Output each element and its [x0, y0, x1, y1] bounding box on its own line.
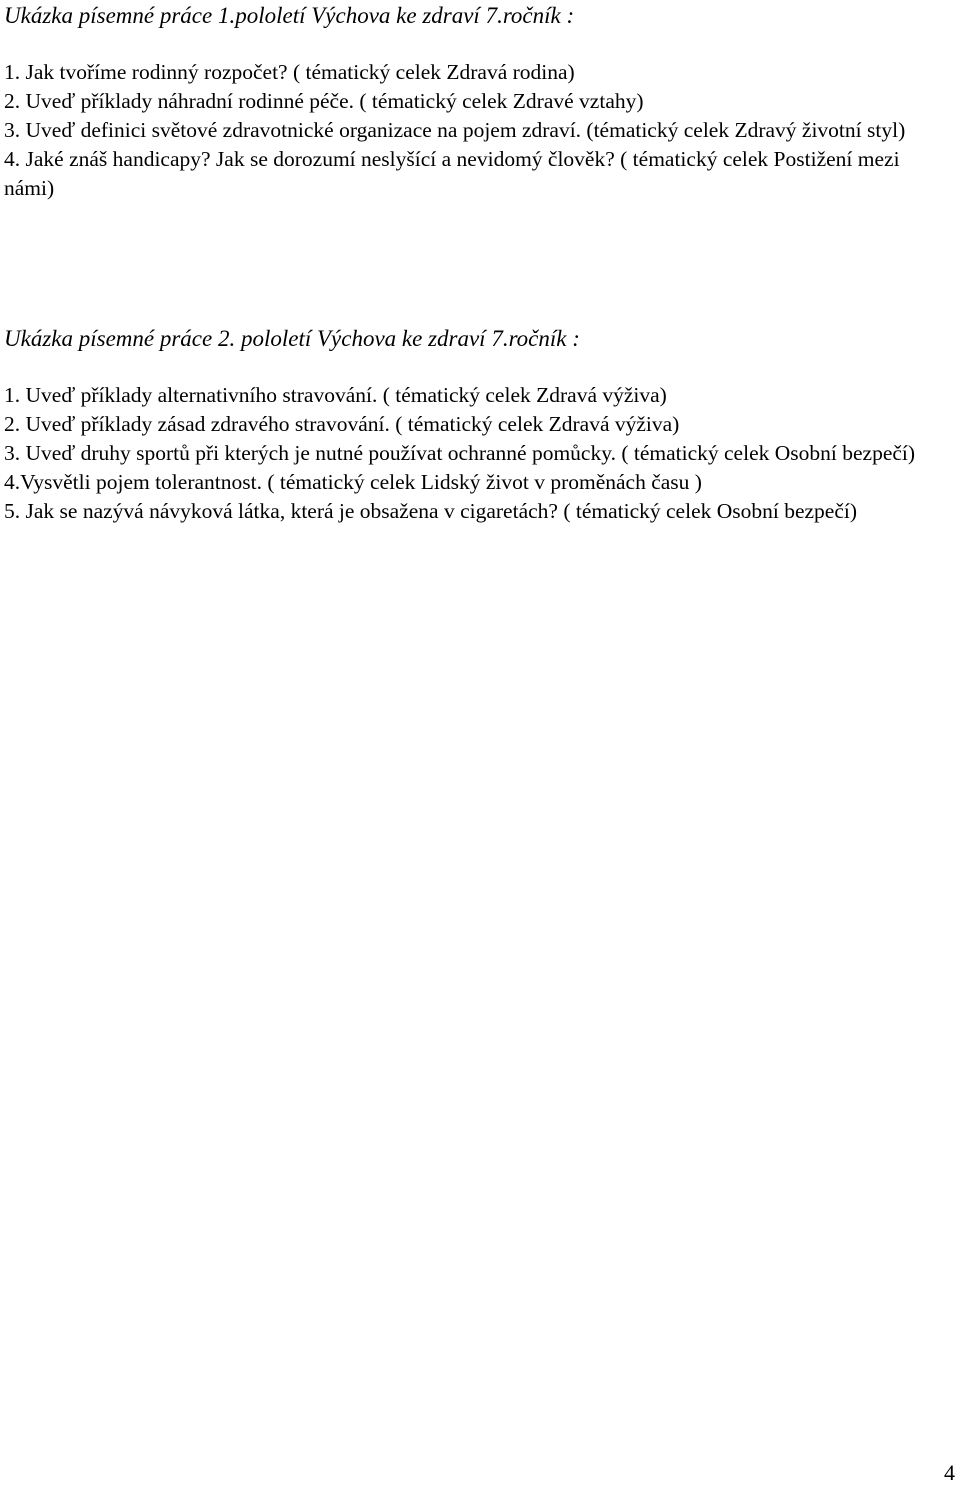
section-first-semester: [4, 1, 954, 203]
question-item: 2. Uveď příklady náhradní rodinné péče. ( tématický celek Zdravé vztahy): [4, 89, 644, 113]
question-list: [4, 58, 954, 203]
question-item: 1. Uveď příklady alternativního stravování. ( tématický celek Zdravá výživa): [4, 383, 667, 407]
section-heading: Ukázka písemné práce 2. pololetí Výchova ke zdraví 7.ročník :: [4, 326, 580, 351]
question-list: [4, 381, 954, 526]
question-item: 5. Jak se nazývá návyková látka, která je obsažena v cigaretách? ( tématický celek Osobní bezpečí): [4, 499, 858, 523]
question-item: 1. Jak tvoříme rodinný rozpočet? ( tématický celek Zdravá rodina): [4, 60, 575, 84]
question-item: 2. Uveď příklady zásad zdravého stravování. ( tématický celek Zdravá výživa): [4, 412, 680, 436]
section-heading: Ukázka písemné práce 1.pololetí Výchova ke zdraví 7.ročník :: [4, 3, 575, 28]
section-second-semester: [4, 324, 954, 526]
question-item: 4. Jaké znáš handicapy? Jak se dorozumí neslyšící a nevidomý člověk? ( tématický celek Postižení mezi námi): [4, 147, 900, 200]
question-item: 3. Uveď druhy sportů při kterých je nutné používat ochranné pomůcky. ( tématický celek Osobní bezpečí): [4, 441, 916, 465]
page-number: 4: [944, 1460, 955, 1485]
question-item: 3. Uveď definici světové zdravotnické organizace na pojem zdraví. (tématický celek Zdravý životní styl): [4, 118, 906, 142]
question-item: 4.Vysvětli pojem tolerantnost. ( tématický celek Lidský život v proměnách času ): [4, 470, 702, 494]
